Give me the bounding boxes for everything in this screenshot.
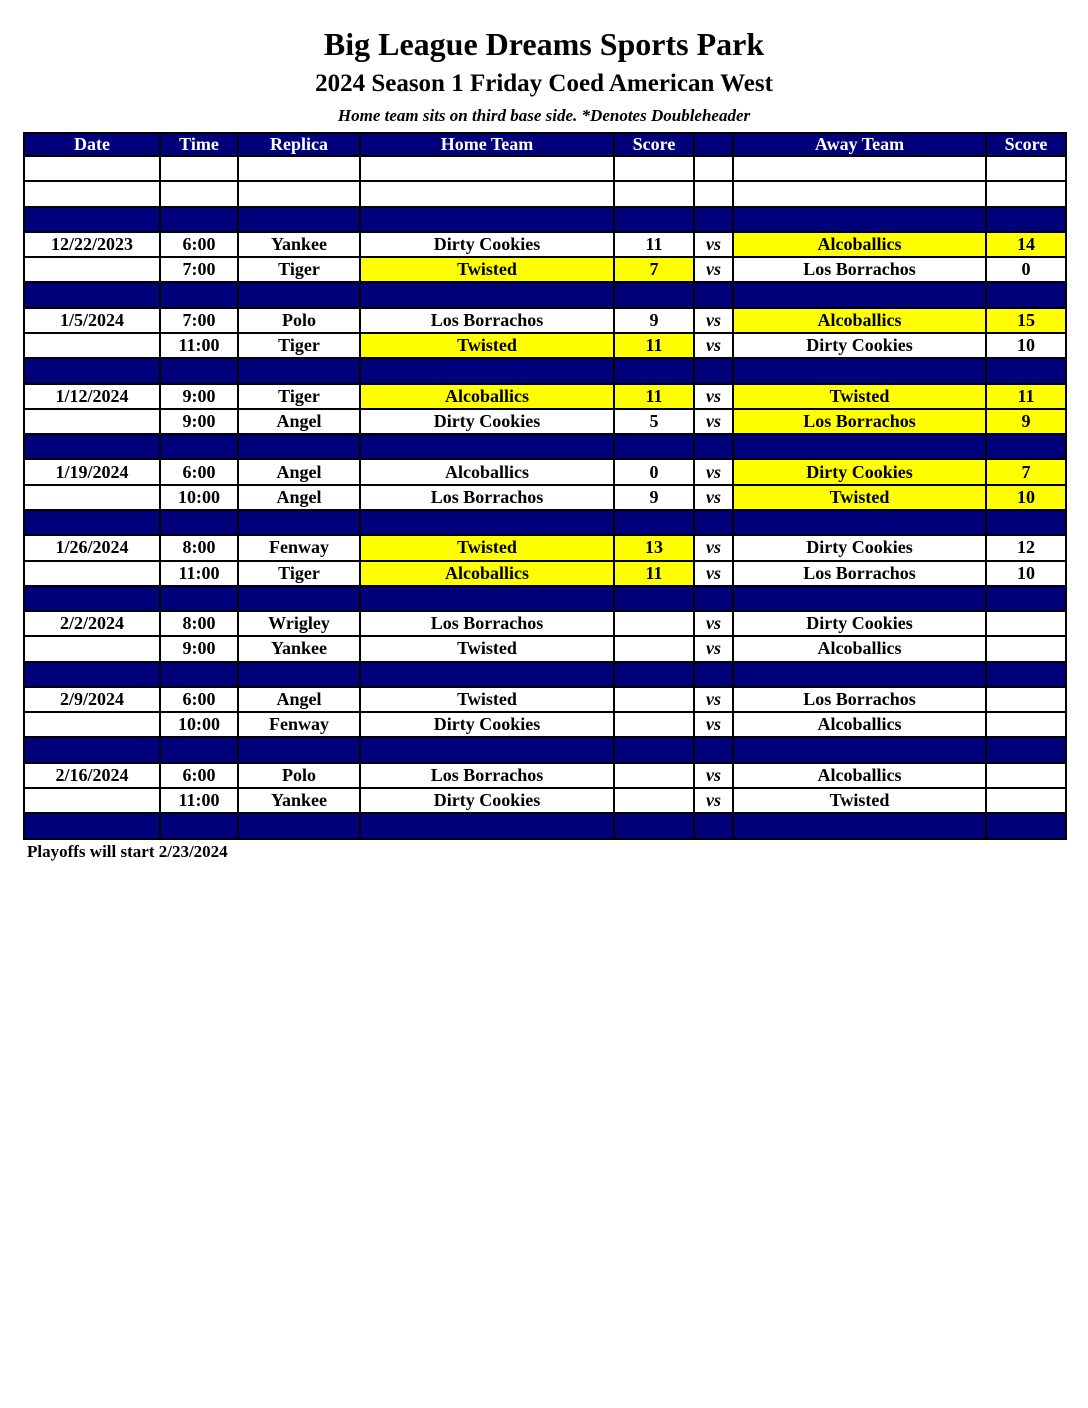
home-team-cell [360,181,614,206]
time-cell: 6:00 [160,763,238,788]
away-team-cell [733,434,986,459]
vs-cell: vs [694,459,733,484]
date-cell [24,257,160,282]
away-score-cell: 9 [986,409,1066,434]
home-team-cell [360,282,614,307]
away-score-cell [986,712,1066,737]
time-cell [160,813,238,839]
home-team-cell: Dirty Cookies [360,788,614,813]
away-team-cell: Twisted [733,485,986,510]
date-cell: 1/26/2024 [24,535,160,560]
vs-cell: vs [694,788,733,813]
away-score-cell [986,434,1066,459]
date-cell [24,485,160,510]
home-score-cell: 9 [614,485,694,510]
home-score-cell [614,207,694,232]
home-team-cell [360,737,614,762]
date-cell [24,409,160,434]
separator-row [24,434,1066,459]
home-score-cell [614,434,694,459]
away-score-cell [986,207,1066,232]
vs-cell: vs [694,561,733,586]
home-score-cell [614,586,694,611]
game-row [24,409,1066,434]
game-row [24,485,1066,510]
away-score-cell [986,813,1066,839]
away-team-cell: Alcoballics [733,308,986,333]
replica-cell: Angel [238,687,360,712]
away-team-cell: Los Borrachos [733,687,986,712]
time-cell: 10:00 [160,712,238,737]
replica-cell: Tiger [238,257,360,282]
col-header-away-score: Score [986,133,1066,156]
game-row [24,636,1066,661]
home-team-cell [360,358,614,383]
date-cell [24,207,160,232]
home-team-cell: Twisted [360,535,614,560]
away-score-cell [986,586,1066,611]
vs-cell: vs [694,257,733,282]
replica-cell [238,181,360,206]
separator-row [24,358,1066,383]
schedule-table [23,132,1067,840]
date-cell [24,737,160,762]
away-team-cell: Twisted [733,384,986,409]
time-cell: 6:00 [160,232,238,257]
replica-cell: Polo [238,308,360,333]
away-score-cell: 10 [986,561,1066,586]
col-header-home-team: Home Team [360,133,614,156]
vs-cell: vs [694,384,733,409]
date-cell: 1/12/2024 [24,384,160,409]
time-cell [160,358,238,383]
replica-cell [238,510,360,535]
away-team-cell [733,737,986,762]
away-score-cell: 10 [986,485,1066,510]
away-score-cell: 14 [986,232,1066,257]
vs-cell: vs [694,308,733,333]
replica-cell [238,207,360,232]
home-score-cell [614,156,694,181]
away-team-cell: Dirty Cookies [733,459,986,484]
home-team-cell: Dirty Cookies [360,712,614,737]
away-score-cell [986,358,1066,383]
away-team-cell [733,586,986,611]
away-score-cell: 15 [986,308,1066,333]
home-team-cell [360,156,614,181]
vs-cell [694,156,733,181]
vs-cell: vs [694,232,733,257]
home-score-cell: 7 [614,257,694,282]
away-score-cell [986,662,1066,687]
away-team-cell [733,813,986,839]
replica-cell [238,662,360,687]
time-cell: 6:00 [160,687,238,712]
away-team-cell [733,156,986,181]
time-cell [160,207,238,232]
home-score-cell: 11 [614,384,694,409]
home-score-cell [614,282,694,307]
game-row [24,535,1066,560]
home-team-cell [360,510,614,535]
away-team-cell: Dirty Cookies [733,611,986,636]
date-cell [24,561,160,586]
time-cell: 11:00 [160,333,238,358]
date-cell [24,156,160,181]
away-score-cell [986,611,1066,636]
home-team-cell: Los Borrachos [360,485,614,510]
date-cell: 1/5/2024 [24,308,160,333]
replica-cell: Tiger [238,333,360,358]
home-score-cell [614,737,694,762]
home-team-cell: Los Borrachos [360,763,614,788]
replica-cell: Yankee [238,788,360,813]
time-cell: 11:00 [160,561,238,586]
replica-cell [238,586,360,611]
home-team-cell: Twisted [360,257,614,282]
vs-cell: vs [694,636,733,661]
home-score-cell [614,712,694,737]
game-row [24,384,1066,409]
separator-row [24,662,1066,687]
date-cell [24,662,160,687]
blank-row [24,181,1066,206]
separator-row [24,737,1066,762]
time-cell [160,434,238,459]
replica-cell [238,156,360,181]
away-score-cell [986,282,1066,307]
time-cell: 9:00 [160,636,238,661]
col-header-home-score: Score [614,133,694,156]
separator-row [24,207,1066,232]
replica-cell: Angel [238,409,360,434]
game-row [24,687,1066,712]
separator-row [24,586,1066,611]
game-row [24,561,1066,586]
replica-cell: Fenway [238,535,360,560]
away-team-cell [733,181,986,206]
replica-cell: Wrigley [238,611,360,636]
date-cell [24,181,160,206]
away-score-cell: 11 [986,384,1066,409]
vs-cell: vs [694,687,733,712]
time-cell [160,586,238,611]
away-score-cell [986,737,1066,762]
time-cell [160,181,238,206]
replica-cell: Fenway [238,712,360,737]
schedule-note: Home team sits on third base side. *Denotes Doubleheader [337,106,751,125]
away-score-cell [986,510,1066,535]
home-team-cell [360,434,614,459]
home-team-cell [360,207,614,232]
date-cell: 2/2/2024 [24,611,160,636]
vs-cell: vs [694,535,733,560]
date-cell: 2/16/2024 [24,763,160,788]
home-score-cell: 0 [614,459,694,484]
home-score-cell: 13 [614,535,694,560]
game-row [24,232,1066,257]
game-row [24,333,1066,358]
home-team-cell: Alcoballics [360,561,614,586]
away-score-cell: 12 [986,535,1066,560]
home-team-cell: Twisted [360,687,614,712]
home-team-cell [360,662,614,687]
vs-cell [694,358,733,383]
home-score-cell: 11 [614,232,694,257]
home-score-cell [614,788,694,813]
col-header-time: Time [160,133,238,156]
replica-cell [238,434,360,459]
replica-cell: Tiger [238,384,360,409]
game-row [24,611,1066,636]
time-cell: 6:00 [160,459,238,484]
replica-cell [238,737,360,762]
separator-row [24,510,1066,535]
home-score-cell [614,662,694,687]
home-score-cell [614,763,694,788]
home-team-cell [360,586,614,611]
away-score-cell [986,181,1066,206]
game-row [24,788,1066,813]
home-team-cell: Twisted [360,333,614,358]
time-cell: 11:00 [160,788,238,813]
date-cell [24,813,160,839]
home-team-cell [360,813,614,839]
home-score-cell [614,510,694,535]
time-cell [160,156,238,181]
vs-cell: vs [694,763,733,788]
time-cell: 7:00 [160,308,238,333]
vs-cell [694,586,733,611]
page-subtitle: 2024 Season 1 Friday Coed American West [315,70,773,97]
date-cell [24,788,160,813]
vs-cell [694,510,733,535]
away-score-cell [986,156,1066,181]
replica-cell: Tiger [238,561,360,586]
vs-cell: vs [694,409,733,434]
home-team-cell: Alcoballics [360,459,614,484]
time-cell: 9:00 [160,384,238,409]
time-cell [160,510,238,535]
date-cell: 12/22/2023 [24,232,160,257]
col-header-away-team: Away Team [733,133,986,156]
home-score-cell: 5 [614,409,694,434]
vs-cell: vs [694,485,733,510]
home-score-cell [614,611,694,636]
game-row [24,459,1066,484]
vs-cell: vs [694,333,733,358]
date-cell [24,282,160,307]
time-cell [160,282,238,307]
date-cell [24,636,160,661]
home-team-cell: Dirty Cookies [360,232,614,257]
col-header-replica: Replica [238,133,360,156]
separator-row [24,282,1066,307]
time-cell [160,662,238,687]
replica-cell [238,813,360,839]
date-cell [24,358,160,383]
home-team-cell: Twisted [360,636,614,661]
col-header-vs [694,133,733,156]
home-team-cell: Alcoballics [360,384,614,409]
away-score-cell: 0 [986,257,1066,282]
replica-cell: Angel [238,485,360,510]
vs-cell [694,737,733,762]
away-team-cell: Dirty Cookies [733,535,986,560]
time-cell [160,737,238,762]
date-cell [24,434,160,459]
vs-cell: vs [694,611,733,636]
vs-cell [694,181,733,206]
away-team-cell [733,282,986,307]
vs-cell [694,207,733,232]
blank-row [24,156,1066,181]
away-score-cell: 7 [986,459,1066,484]
date-cell [24,712,160,737]
away-team-cell [733,510,986,535]
replica-cell: Polo [238,763,360,788]
home-team-cell: Los Borrachos [360,308,614,333]
game-row [24,257,1066,282]
time-cell: 9:00 [160,409,238,434]
away-team-cell: Alcoballics [733,636,986,661]
home-score-cell: 9 [614,308,694,333]
time-cell: 8:00 [160,535,238,560]
home-score-cell [614,687,694,712]
replica-cell: Yankee [238,232,360,257]
date-cell [24,510,160,535]
away-team-cell [733,662,986,687]
vs-cell [694,434,733,459]
vs-cell [694,813,733,839]
col-header-date: Date [24,133,160,156]
replica-cell: Angel [238,459,360,484]
vs-cell: vs [694,712,733,737]
replica-cell: Yankee [238,636,360,661]
home-score-cell [614,181,694,206]
away-team-cell: Alcoballics [733,763,986,788]
playoffs-note: Playoffs will start 2/23/2024 [27,842,228,861]
home-score-cell [614,358,694,383]
home-team-cell: Dirty Cookies [360,409,614,434]
date-cell [24,333,160,358]
date-cell [24,586,160,611]
away-team-cell: Alcoballics [733,232,986,257]
time-cell: 8:00 [160,611,238,636]
vs-cell [694,282,733,307]
home-score-cell [614,636,694,661]
date-cell: 2/9/2024 [24,687,160,712]
game-row [24,763,1066,788]
time-cell: 7:00 [160,257,238,282]
replica-cell [238,282,360,307]
date-cell: 1/19/2024 [24,459,160,484]
vs-cell [694,662,733,687]
header-row [24,133,1066,156]
away-score-cell [986,788,1066,813]
away-team-cell: Twisted [733,788,986,813]
away-score-cell [986,687,1066,712]
away-team-cell [733,358,986,383]
separator-row [24,813,1066,839]
away-team-cell: Los Borrachos [733,409,986,434]
home-score-cell: 11 [614,561,694,586]
away-score-cell [986,763,1066,788]
away-team-cell: Los Borrachos [733,561,986,586]
page-title: Big League Dreams Sports Park [323,26,765,62]
game-row [24,308,1066,333]
game-row [24,712,1066,737]
replica-cell [238,358,360,383]
away-score-cell [986,636,1066,661]
away-team-cell: Dirty Cookies [733,333,986,358]
away-score-cell: 10 [986,333,1066,358]
away-team-cell [733,207,986,232]
home-team-cell: Los Borrachos [360,611,614,636]
home-score-cell: 11 [614,333,694,358]
time-cell: 10:00 [160,485,238,510]
away-team-cell: Alcoballics [733,712,986,737]
home-score-cell [614,813,694,839]
away-team-cell: Los Borrachos [733,257,986,282]
